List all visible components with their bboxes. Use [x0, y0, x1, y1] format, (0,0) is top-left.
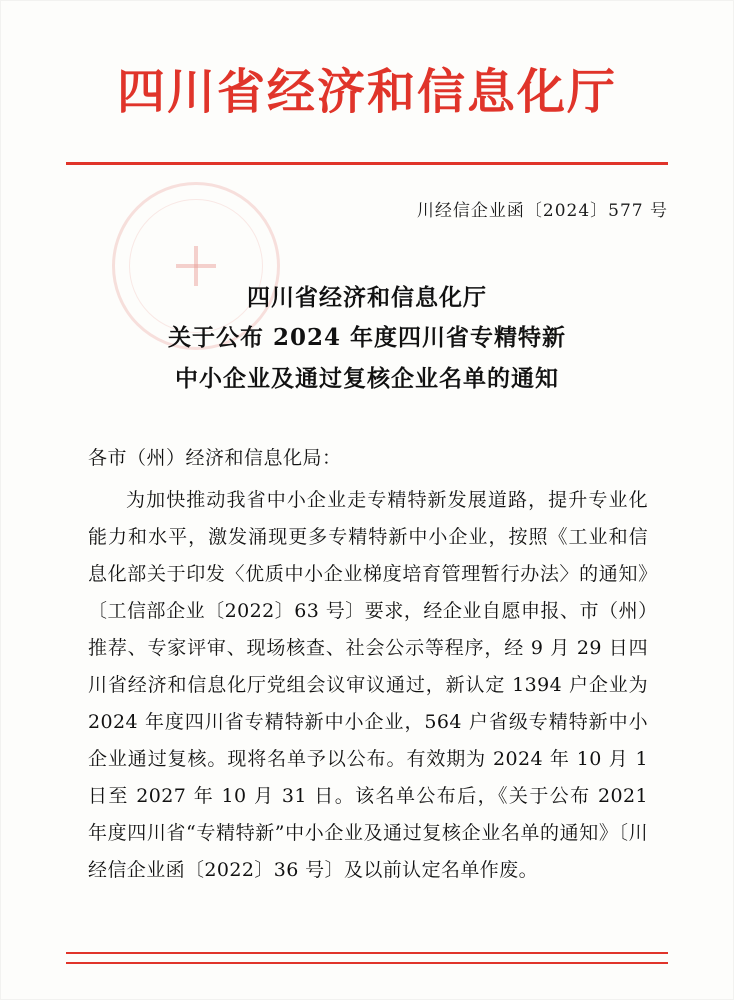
footer-rule-lower [66, 962, 668, 964]
letterhead-title: 四川省经济和信息化厅 [116, 64, 617, 120]
body-paragraph: 为加快推动我省中小企业走专精特新发展道路，提升专业化能力和水平，激发涌现更多专精特新中小企业，按照《工业和信息化部关于印发〈优质中小企业梯度培育管理暂行办法〉的通知》〔工信部企业〔2022〕63 号〕要求，经企业自愿申报、市（州）推荐、专家评审、现场核查、社会公示等程序，经 9 月 29 日四川省经济和信息化厅党组会议审议通过，新认定 1394 户企业为 2024 年度四川省专精特新中小企业，564 户省级专精特新中小企业通过复核。现将名单予以公布。有效期为 2024 年 10 月 1 日至 2027 年 10 月 31 日。该名单公布后，《关于公布 2021 年度四川省“专精特新”中小企业及通过复核企业名单的通知》〔川经信企业函〔2022〕36 号〕及以前认定名单作废。 [88, 489, 648, 882]
page-title-line-1: 四川省经济和信息化厅 [247, 284, 487, 311]
letterhead-divider-rule [66, 162, 668, 165]
document-number: 川经信企业函〔2024〕577 号 [416, 201, 668, 221]
page-title [0, 278, 734, 399]
letterhead [0, 66, 734, 120]
salutation: 各市（州）经济和信息化局： [88, 447, 342, 469]
page-title-line-3: 中小企业及通过复核企业名单的通知 [175, 364, 559, 392]
footer-rule-upper [66, 952, 668, 954]
page-title-line-2: 关于公布 2024 年度四川省专精特新 [167, 324, 567, 352]
